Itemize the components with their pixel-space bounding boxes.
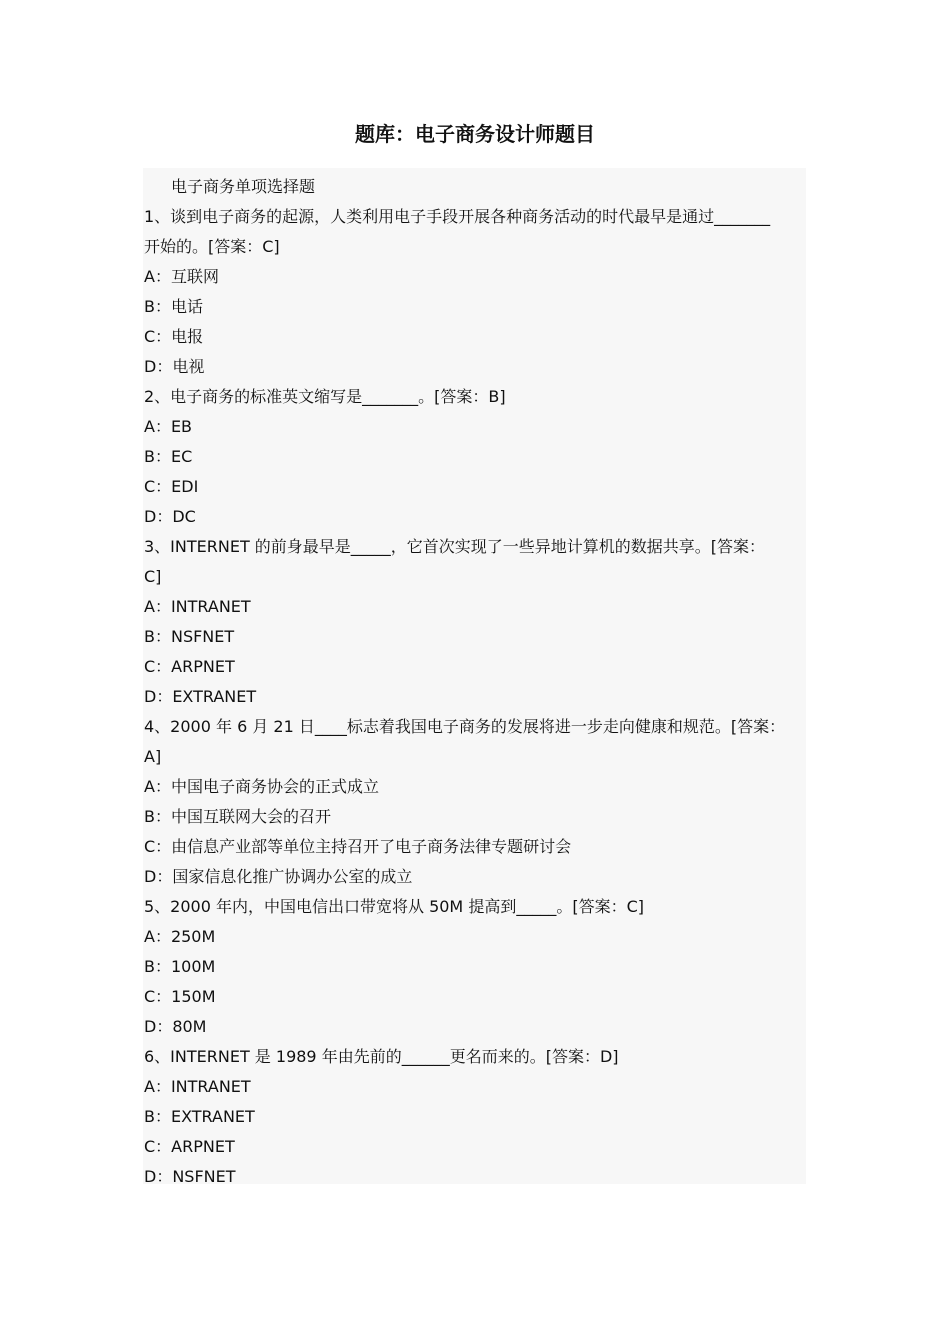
question-text: 1、谈到电子商务的起源，人类利用电子手段开展各种商务活动的时代最早是通过_______: [144, 207, 771, 226]
question-text: 6、INTERNET 是 1989 年由先前的______更名而来的。[答案：D]: [144, 1047, 619, 1066]
question-block: [143, 202, 806, 382]
option-d: D：DC: [144, 507, 196, 526]
option-b: B：中国互联网大会的召开: [144, 807, 331, 826]
option-a: A：250M: [144, 927, 216, 946]
option-a: A：EB: [144, 417, 193, 436]
option-c: C：ARPNET: [144, 1137, 235, 1156]
option-d: D：NSFNET: [144, 1167, 236, 1186]
option-b: B：NSFNET: [144, 627, 235, 646]
option-c: C：ARPNET: [144, 657, 235, 676]
question-block: [143, 532, 806, 712]
question-text: 5、2000 年内，中国电信出口带宽将从 50M 提高到_____。[答案：C]: [144, 897, 644, 916]
section-heading: 电子商务单项选择题: [171, 177, 316, 196]
question-text: 开始的。[答案：C]: [144, 237, 280, 256]
option-c: C：150M: [144, 987, 216, 1006]
question-block: [143, 892, 806, 1042]
option-b: B：EXTRANET: [144, 1107, 255, 1126]
question-block: [143, 382, 806, 532]
option-d: D：EXTRANET: [144, 687, 257, 706]
option-d: D：80M: [144, 1017, 207, 1036]
question-text: 3、INTERNET 的前身最早是_____，它首次实现了一些异地计算机的数据共享。[答案：: [144, 537, 766, 556]
option-a: A：中国电子商务协会的正式成立: [144, 777, 379, 796]
question-block: [143, 1042, 806, 1192]
option-b: B：电话: [144, 297, 203, 316]
option-c: C：由信息产业部等单位主持召开了电子商务法律专题研讨会: [144, 837, 572, 856]
question-text: 2、电子商务的标准英文缩写是_______。[答案：B]: [144, 387, 506, 406]
option-c: C：EDI: [144, 477, 199, 496]
option-a: A：INTRANET: [144, 597, 251, 616]
option-c: C：电报: [144, 327, 204, 346]
option-a: A：互联网: [144, 267, 219, 286]
option-d: D：国家信息化推广协调办公室的成立: [144, 867, 413, 886]
option-a: A：INTRANET: [144, 1077, 251, 1096]
option-d: D：电视: [144, 357, 205, 376]
question-text: C]: [144, 567, 162, 586]
option-b: B：EC: [144, 447, 193, 466]
question-content: [143, 168, 806, 1184]
option-b: B：100M: [144, 957, 216, 976]
question-text: A]: [144, 747, 162, 766]
document-title: 题库：电子商务设计师题目: [355, 122, 595, 146]
question-block: [143, 712, 806, 892]
question-text: 4、2000 年 6 月 21 日____标志着我国电子商务的发展将进一步走向健康和规范。[答案：: [144, 717, 786, 736]
